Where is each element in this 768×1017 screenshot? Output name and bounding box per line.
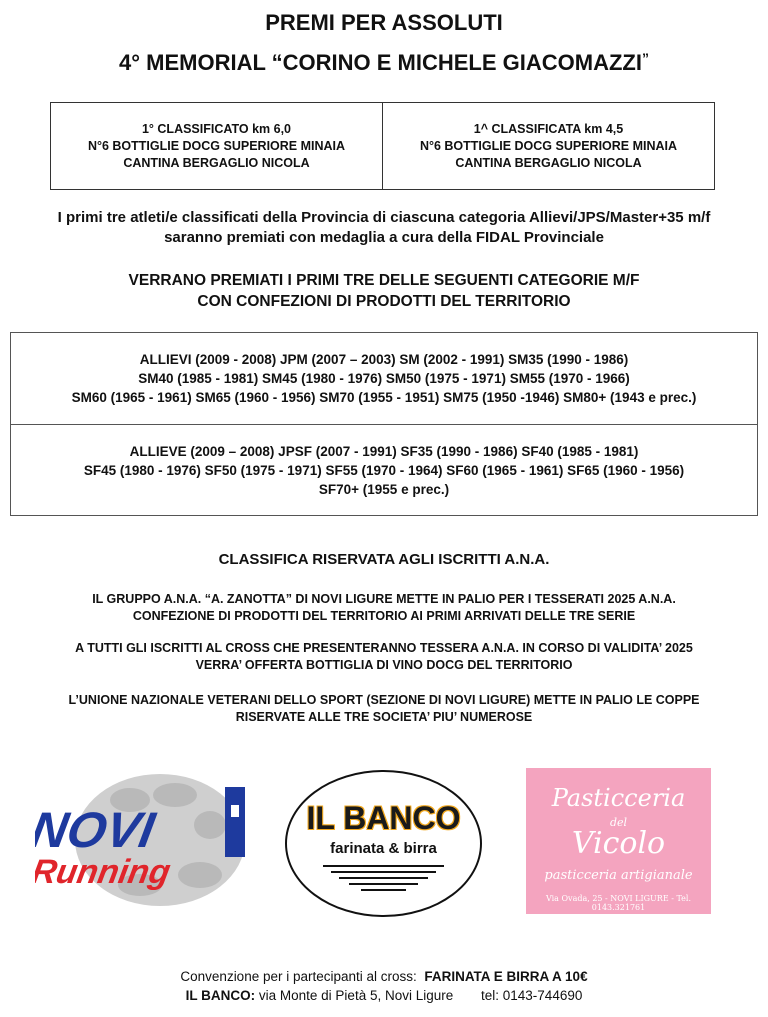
ana-line: A TUTTI GLI ISCRITTI AL CROSS CHE PRESENTERANNO TESSERA A.N.A. IN CORSO DI VALIDITA’ 2025	[75, 641, 693, 655]
ana-paragraph-3	[0, 692, 768, 726]
ana-line: L’UNIONE NAZIONALE VETERANI DELLO SPORT (SEZIONE DI NOVI LIGURE) METTE IN PALIO LE COPPE	[68, 693, 700, 707]
prize-male-line: 1° CLASSIFICATO km 6,0	[141, 121, 292, 136]
category-line: ALLIEVI (2009 - 2008) JPM (2007 – 2003) SM (2002 - 1991) SM35 (1990 - 1986)	[139, 352, 629, 367]
categories-intro-line: CON CONFEZIONI DI PRODOTTI DEL TERRITORIO	[197, 293, 571, 310]
footer-address	[0, 986, 768, 1005]
banco-stripes	[323, 865, 444, 895]
fidal-note-line: I primi tre atleti/e classificati della Provincia di ciascuna categoria Allievi/JPS/Master+35 m/f	[57, 209, 711, 226]
ana-line: CONFEZIONE DI PRODOTTI DEL TERRITORIO AI PRIMI ARRIVATI DELLE TRE SERIE	[132, 609, 636, 623]
footer-banco-name: IL BANCO:	[185, 988, 256, 1003]
running-text: Running	[35, 853, 174, 891]
il-banco-logo	[285, 770, 480, 915]
event-subtitle-text: 4° MEMORIAL “CORINO E MICHELE GIACOMAZZI	[119, 50, 642, 75]
footer-banco-phone: tel: 0143-744690	[481, 988, 583, 1003]
banco-name: IL BANCO	[306, 800, 461, 836]
ana-heading: CLASSIFICA RISERVATA AGLI ISCRITTI A.N.A.	[218, 551, 550, 568]
category-line: SM40 (1985 - 1981) SM45 (1980 - 1976) SM50 (1975 - 1971) SM55 (1970 - 1966)	[138, 371, 630, 386]
fidal-note-line: saranno premiati con medaglia a cura della FIDAL Provinciale	[164, 229, 604, 246]
pasticceria-del: del	[609, 816, 628, 829]
footer-convention-prefix: Convenzione per i partecipanti al cross:	[180, 969, 417, 984]
footer-banco-address: via Monte di Pietà 5, Novi Ligure	[258, 988, 454, 1003]
categories-intro-line: VERRANO PREMIATI I PRIMI TRE DELLE SEGUENTI CATEGORIE M/F	[128, 272, 640, 289]
category-line: ALLIEVE (2009 – 2008) JPSF (2007 - 1991) SF35 (1990 - 1986) SF40 (1985 - 1981)	[129, 444, 639, 459]
event-subtitle	[0, 50, 768, 76]
prize-box	[50, 102, 715, 190]
pasticceria-tagline: pasticceria artigianale	[544, 868, 693, 883]
ana-line: IL GRUPPO A.N.A. “A. ZANOTTA” DI NOVI LIGURE METTE IN PALIO PER I TESSERATI 2025 A.N.A.	[92, 592, 676, 606]
categories-male	[11, 333, 757, 425]
pasticceria-vicolo: Vicolo	[571, 826, 666, 861]
novi-text: NOVI	[35, 801, 159, 858]
categories-intro	[0, 270, 768, 312]
prize-female-line: CANTINA BERGAGLIO NICOLA	[455, 155, 642, 170]
tower-icon	[225, 787, 245, 857]
prize-male-line: CANTINA BERGAGLIO NICOLA	[123, 155, 310, 170]
novi-running-graphic	[35, 765, 255, 915]
category-line: SF45 (1980 - 1976) SF50 (1975 - 1971) SF55 (1970 - 1964) SF60 (1965 - 1961) SF65 (1960 - 1956)	[83, 463, 685, 478]
categories-box	[10, 332, 758, 516]
event-subtitle-quote: ”	[641, 50, 649, 66]
novi-running-logo	[35, 765, 255, 915]
prize-female	[383, 103, 714, 189]
ana-paragraph-2	[0, 640, 768, 674]
page-title: PREMI PER ASSOLUTI	[265, 10, 503, 35]
prize-female-line: 1^ CLASSIFICATA km 4,5	[473, 121, 624, 136]
prize-male-line: N°6 BOTTIGLIE DOCG SUPERIORE MINAIA	[87, 138, 346, 153]
footer-convention	[0, 967, 768, 986]
category-line: SM60 (1965 - 1961) SM65 (1960 - 1956) SM70 (1955 - 1951) SM75 (1950 -1946) SM80+ (1943 e prec.)	[71, 390, 697, 405]
prize-female-line: N°6 BOTTIGLIE DOCG SUPERIORE MINAIA	[419, 138, 678, 153]
banco-subtitle: farinata & birra	[330, 840, 437, 857]
fidal-note	[0, 208, 768, 248]
footer-convention-offer: FARINATA E BIRRA A 10€	[424, 969, 588, 984]
prize-male	[51, 103, 383, 189]
pasticceria-title: Pasticceria	[551, 784, 686, 812]
ana-paragraph-1	[0, 591, 768, 625]
categories-female	[11, 425, 757, 516]
pasticceria-logo	[526, 768, 711, 914]
ana-line: RISERVATE ALLE TRE SOCIETA’ PIU’ NUMEROSE	[235, 710, 533, 724]
category-line: SF70+ (1955 e prec.)	[318, 482, 450, 497]
pasticceria-address: Via Ovada, 25 - NOVI LIGURE - Tel. 0143.321761	[545, 894, 691, 912]
ana-line: VERRA’ OFFERTA BOTTIGLIA DI VINO DOCG DEL TERRITORIO	[195, 658, 573, 672]
